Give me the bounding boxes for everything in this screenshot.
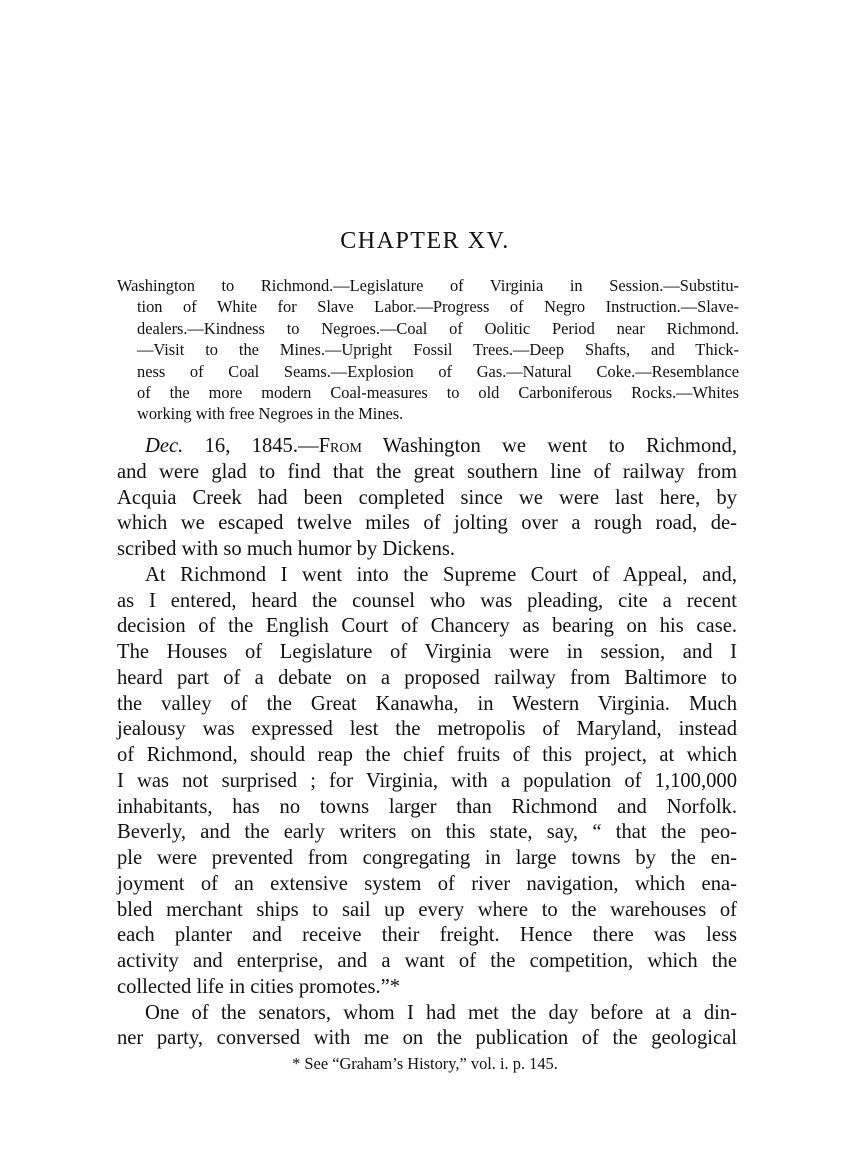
synopsis-line: tion of White for Slave Labor.—Progress of Negro Instruction.—Slave- — [137, 297, 739, 317]
body-line: At Richmond I went into the Supreme Court of Appeal, and, — [145, 563, 737, 586]
body-line: collected life in cities promotes.”* — [117, 975, 401, 998]
body-line: each planter and receive their freight. Hence there was less — [117, 924, 737, 947]
body-line: ner party, conversed with me on the publication of the geological — [117, 1027, 737, 1050]
body-line: joyment of an extensive system of river navigation, which ena- — [117, 872, 737, 895]
body-line: decision of the English Court of Chancery as bearing on his case. — [117, 615, 737, 638]
synopsis-line: working with free Negroes in the Mines. — [137, 404, 404, 424]
body-line: bled merchant ships to sail up every where to the warehouses of — [117, 898, 737, 921]
chapter-body — [117, 434, 737, 1052]
synopsis-line: —Visit to the Mines.—Upright Fossil Trees.—Deep Shafts, and Thick- — [137, 340, 739, 360]
synopsis-line: ness of Coal Seams.—Explosion of Gas.—Natural Coke.—Resemblance — [137, 361, 739, 381]
body-line: inhabitants, has no towns larger than Richmond and Norfolk. — [117, 795, 737, 818]
footnote: * See “Graham’s History,” vol. i. p. 145. — [292, 1054, 558, 1073]
body-line: Acquia Creek had been completed since we were last here, by — [117, 486, 737, 509]
body-line: One of the senators, whom I had met the day before at a din- — [145, 1001, 737, 1024]
body-line: which we escaped twelve miles of jolting over a rough road, de- — [117, 512, 737, 535]
body-line: activity and enterprise, and a want of the competition, which the — [117, 950, 737, 972]
body-line: Beverly, and the early writers on this state, say, “ that the peo- — [117, 821, 737, 844]
date-label: Dec. — [145, 435, 184, 457]
body-line: jealousy was expressed lest the metropolis of Maryland, instead — [117, 718, 737, 741]
body-line: scribed with so much humor by Dickens. — [117, 538, 456, 560]
chapter-synopsis — [117, 275, 739, 425]
chapter-title: CHAPTER XV. — [340, 228, 510, 254]
body-line: I was not surprised ; for Virginia, with a population of 1,100,000 — [117, 769, 737, 792]
opening-word: From — [318, 435, 362, 457]
body-line: heard part of a debate on a proposed railway from Baltimore to — [117, 666, 737, 689]
first-line-rest: Washington we went to Richmond, — [361, 435, 737, 457]
body-line: the valley of the Great Kanawha, in Western Virginia. Much — [117, 692, 737, 715]
body-line: as I entered, heard the counsel who was pleading, cite a recent — [117, 589, 737, 612]
date-rest: 16, 1845.— — [183, 435, 319, 457]
body-line: The Houses of Legislature of Virginia were in session, and I — [117, 641, 737, 663]
synopsis-line: Washington to Richmond.—Legislature of Virginia in Session.—Substitu- — [117, 276, 739, 295]
body-line: and were glad to find that the great southern line of railway from — [117, 460, 737, 483]
synopsis-line: dealers.—Kindness to Negroes.—Coal of Oolitic Period near Richmond. — [137, 318, 739, 338]
synopsis-line: of the more modern Coal-measures to old Carboniferous Rocks.—Whites — [137, 383, 739, 403]
body-line: of Richmond, should reap the chief fruits of this project, at which — [117, 744, 737, 766]
body-line-first — [117, 434, 737, 460]
body-line: ple were prevented from congregating in large towns by the en- — [117, 847, 737, 869]
